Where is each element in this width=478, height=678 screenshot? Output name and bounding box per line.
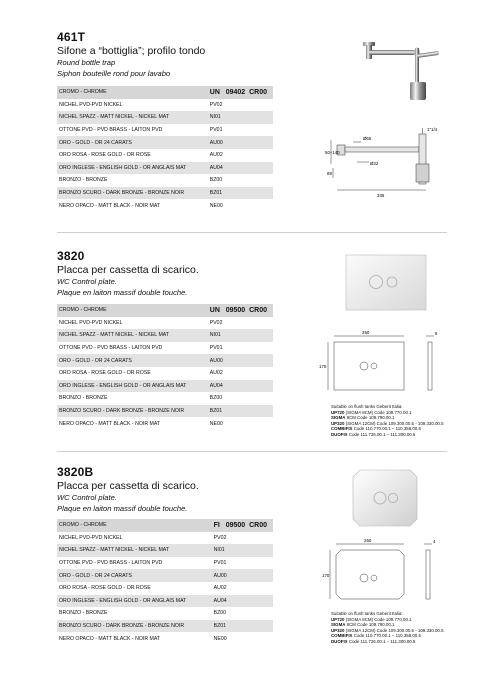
finish-code: BZ00 xyxy=(208,174,273,187)
compatibility-note xyxy=(331,611,444,645)
table-header-row xyxy=(57,304,273,317)
table-row xyxy=(57,187,273,200)
finish-name: ORO - GOLD - OR 24 CARATS xyxy=(57,569,212,582)
table-row xyxy=(57,149,273,162)
dim-depth: 4 xyxy=(433,539,436,544)
finish-name: NERO OPACO - MATT BLACK - NOIR MAT xyxy=(57,417,208,430)
compat-line: UP320 (SIGMA 12CM) Code 109.300.00.5 - 109.330.00.5 xyxy=(331,420,444,426)
header-suffix: CR00 xyxy=(249,88,267,96)
bottle-trap-drawing xyxy=(327,124,447,206)
finish-code: PV01 xyxy=(208,124,273,137)
header-code xyxy=(212,519,273,532)
finish-name: NICHEL SPAZZ - MATT NICKEL - NICKEL MAT xyxy=(57,111,208,124)
header-number: 09402 xyxy=(225,88,246,96)
product-title: Sifone a “bottiglia”; profilo tondo xyxy=(57,45,206,57)
finish-name: NICHEL PVD-PVD NICKEL xyxy=(57,99,208,112)
finish-name: BRONZO - BRONZE xyxy=(57,174,208,187)
finish-table xyxy=(57,519,273,645)
subtitle-en: WC Control plate. xyxy=(57,277,117,286)
compat-line: UP720 (SIGMA 8CM) Code 109.770.00.1 xyxy=(331,616,412,622)
table-row xyxy=(57,354,273,367)
header-code xyxy=(208,304,273,317)
table-row xyxy=(57,342,273,355)
compat-line: UP320 (SIGMA 12CM) Code 109.300.00.5 - 109.330.00.5 xyxy=(331,627,444,633)
finish-name: NICHEL PVD-PVD NICKEL xyxy=(57,532,212,545)
table-row xyxy=(57,607,273,620)
compat-line: DUOFIX Code 111.726.00.1 – 111.300.00.5 xyxy=(331,431,416,437)
table-row xyxy=(57,632,273,645)
dim-width: 335 xyxy=(377,193,385,198)
header-finish: CROMO - CHROME xyxy=(57,519,212,532)
compatibility-note xyxy=(331,404,444,438)
finish-code: AU02 xyxy=(212,582,273,595)
finish-code: AU00 xyxy=(208,354,273,367)
finish-code: AU04 xyxy=(208,380,273,393)
section-divider xyxy=(57,232,447,233)
finish-code: PV01 xyxy=(208,342,273,355)
finish-name: OTTONE PVD - PVD BRASS - LAITON PVD xyxy=(57,124,208,137)
dim-height: 170 xyxy=(319,364,327,369)
finish-code: BZ01 xyxy=(208,405,273,418)
finish-code: NI01 xyxy=(208,329,273,342)
finish-name: ORO - GOLD - OR 24 CARATS xyxy=(57,136,208,149)
compat-line: DUOFIX Code 111.726.00.1 – 111.300.00.5 xyxy=(331,638,416,644)
finish-name: ORO ROSA - ROSE GOLD - OR ROSE xyxy=(57,149,208,162)
compat-line: COMBIFIX Code 110.770.00.1 – 110.358.00.5 xyxy=(331,426,421,432)
finish-code: AU02 xyxy=(208,367,273,380)
finish-name: NICHEL SPAZZ - MATT NICKEL - NICKEL MAT xyxy=(57,329,208,342)
header-prefix: FI xyxy=(213,521,220,529)
header-prefix: UN xyxy=(209,306,220,314)
control-plate-drawing xyxy=(318,330,446,400)
subtitle-en: Round bottle trap xyxy=(57,58,116,67)
header-finish: CROMO - CHROME xyxy=(57,304,208,317)
finish-code: AU04 xyxy=(212,595,273,608)
finish-name: BRONZO SCURO - DARK BRONZE - BRONZE NOIR xyxy=(57,620,212,633)
table-header-row xyxy=(57,519,273,532)
finish-code: NI01 xyxy=(212,544,273,557)
header-suffix: CR00 xyxy=(249,521,267,529)
compat-line: UP720 (SIGMA 8CM) Code 109.770.00.1 xyxy=(331,409,412,415)
table-row xyxy=(57,595,273,608)
table-row xyxy=(57,557,273,570)
compat-line: SIGMA 8CM Code 109.790.00.1 xyxy=(331,622,395,628)
control-plate-photo xyxy=(350,466,420,530)
table-row xyxy=(57,380,273,393)
subtitle-fr: Plaque en laiton massif double touche. xyxy=(57,504,188,513)
table-header-row xyxy=(57,86,273,99)
finish-code: BZ01 xyxy=(208,187,273,200)
finish-name: ORO ROSA - ROSE GOLD - OR ROSE xyxy=(57,367,208,380)
table-row xyxy=(57,367,273,380)
finish-name: ORO INGLESE - ENGLISH GOLD - OR ANGLAIS MAT xyxy=(57,595,212,608)
product-code: 3820B xyxy=(57,465,94,479)
table-row xyxy=(57,124,273,137)
finish-name: BRONZO SCURO - DARK BRONZE - BRONZE NOIR xyxy=(57,187,208,200)
finish-name: BRONZO - BRONZE xyxy=(57,607,212,620)
finish-code: NI01 xyxy=(208,111,273,124)
table-row xyxy=(57,111,273,124)
finish-code: PV01 xyxy=(212,557,273,570)
finish-code: NE00 xyxy=(212,632,273,645)
finish-code: BZ01 xyxy=(212,620,273,633)
finish-name: OTTONE PVD - PVD BRASS - LAITON PVD xyxy=(57,342,208,355)
table-row xyxy=(57,199,273,212)
finish-table xyxy=(57,304,273,430)
header-number: 09500 xyxy=(225,306,246,314)
finish-code: AU04 xyxy=(208,162,273,175)
finish-code: AU00 xyxy=(208,136,273,149)
product-title: Placca per cassetta di scarico. xyxy=(57,264,199,276)
control-plate-photo xyxy=(344,252,430,314)
bottle-trap-photo xyxy=(355,36,447,102)
finish-name: OTTONE PVD - PVD BRASS - LAITON PVD xyxy=(57,557,212,570)
header-prefix: UN xyxy=(209,88,220,96)
compat-intro: Suitable on flush tanks Geberit Italia: xyxy=(331,611,403,616)
dim-depth: 89 xyxy=(327,171,332,176)
product-code: 461T xyxy=(57,30,86,44)
finish-code: AU02 xyxy=(208,149,273,162)
compat-line: COMBIFIX Code 110.770.00.1 – 110.358.00.5 xyxy=(331,633,421,639)
finish-name: ORO INGLESE - ENGLISH GOLD - OR ANGLAIS MAT xyxy=(57,380,208,393)
finish-name: ORO ROSA - ROSE GOLD - OR ROSE xyxy=(57,582,212,595)
table-row xyxy=(57,569,273,582)
table-row xyxy=(57,329,273,342)
subtitle-fr: Siphon bouteille rond pour lavabo xyxy=(57,69,171,78)
dim-depth: 6 xyxy=(435,331,438,336)
finish-code: PV02 xyxy=(212,532,273,545)
finish-table xyxy=(57,86,273,212)
finish-code: PV02 xyxy=(208,99,273,112)
compat-line: SIGMA 8CM Code 109.790.00.1 xyxy=(331,415,395,421)
finish-code: NE00 xyxy=(208,199,273,212)
finish-name: BRONZO SCURO - DARK BRONZE - BRONZE NOIR xyxy=(57,405,208,418)
header-number: 09500 xyxy=(225,521,246,529)
finish-name: NICHEL SPAZZ - MATT NICKEL - NICKEL MAT xyxy=(57,544,212,557)
finish-name: NERO OPACO - MATT BLACK - NOIR MAT xyxy=(57,199,208,212)
dim-d65: Ø65 xyxy=(363,136,372,141)
section-divider xyxy=(57,451,447,452)
dim-width: 260 xyxy=(364,538,372,543)
header-code xyxy=(208,86,273,99)
subtitle-fr: Plaque en laiton massif double touche. xyxy=(57,288,188,297)
table-row xyxy=(57,317,273,330)
subtitle-en: WC Control plate. xyxy=(57,493,117,502)
dim-thread: 1"1/4 xyxy=(427,127,438,132)
finish-name: ORO INGLESE - ENGLISH GOLD - OR ANGLAIS MAT xyxy=(57,162,208,175)
table-row xyxy=(57,417,273,430)
table-row xyxy=(57,620,273,633)
dim-range: 50÷140 xyxy=(325,150,340,155)
finish-code: NE00 xyxy=(208,417,273,430)
finish-name: BRONZO - BRONZE xyxy=(57,392,208,405)
product-code: 3820 xyxy=(57,249,85,263)
finish-name: NICHEL PVD-PVD NICKEL xyxy=(57,317,208,330)
table-row xyxy=(57,162,273,175)
header-finish: CROMO - CHROME xyxy=(57,86,208,99)
control-plate-drawing xyxy=(322,538,446,606)
finish-name: ORO - GOLD - OR 24 CARATS xyxy=(57,354,208,367)
finish-code: AU00 xyxy=(212,569,273,582)
table-row xyxy=(57,544,273,557)
table-row xyxy=(57,582,273,595)
table-row xyxy=(57,392,273,405)
table-row xyxy=(57,532,273,545)
product-title: Placca per cassetta di scarico. xyxy=(57,480,199,492)
header-suffix: CR00 xyxy=(249,306,267,314)
dim-height: 170 xyxy=(322,573,330,578)
dim-d32: Ø32 xyxy=(370,161,379,166)
finish-code: BZ00 xyxy=(212,607,273,620)
table-row xyxy=(57,405,273,418)
table-row xyxy=(57,136,273,149)
finish-code: BZ00 xyxy=(208,392,273,405)
finish-code: PV02 xyxy=(208,317,273,330)
table-row xyxy=(57,99,273,112)
dim-width: 250 xyxy=(362,330,370,335)
table-row xyxy=(57,174,273,187)
finish-name: NERO OPACO - MATT BLACK - NOIR MAT xyxy=(57,632,212,645)
compat-intro: Suitable on flush tanks Geberit Italia: xyxy=(331,404,403,409)
